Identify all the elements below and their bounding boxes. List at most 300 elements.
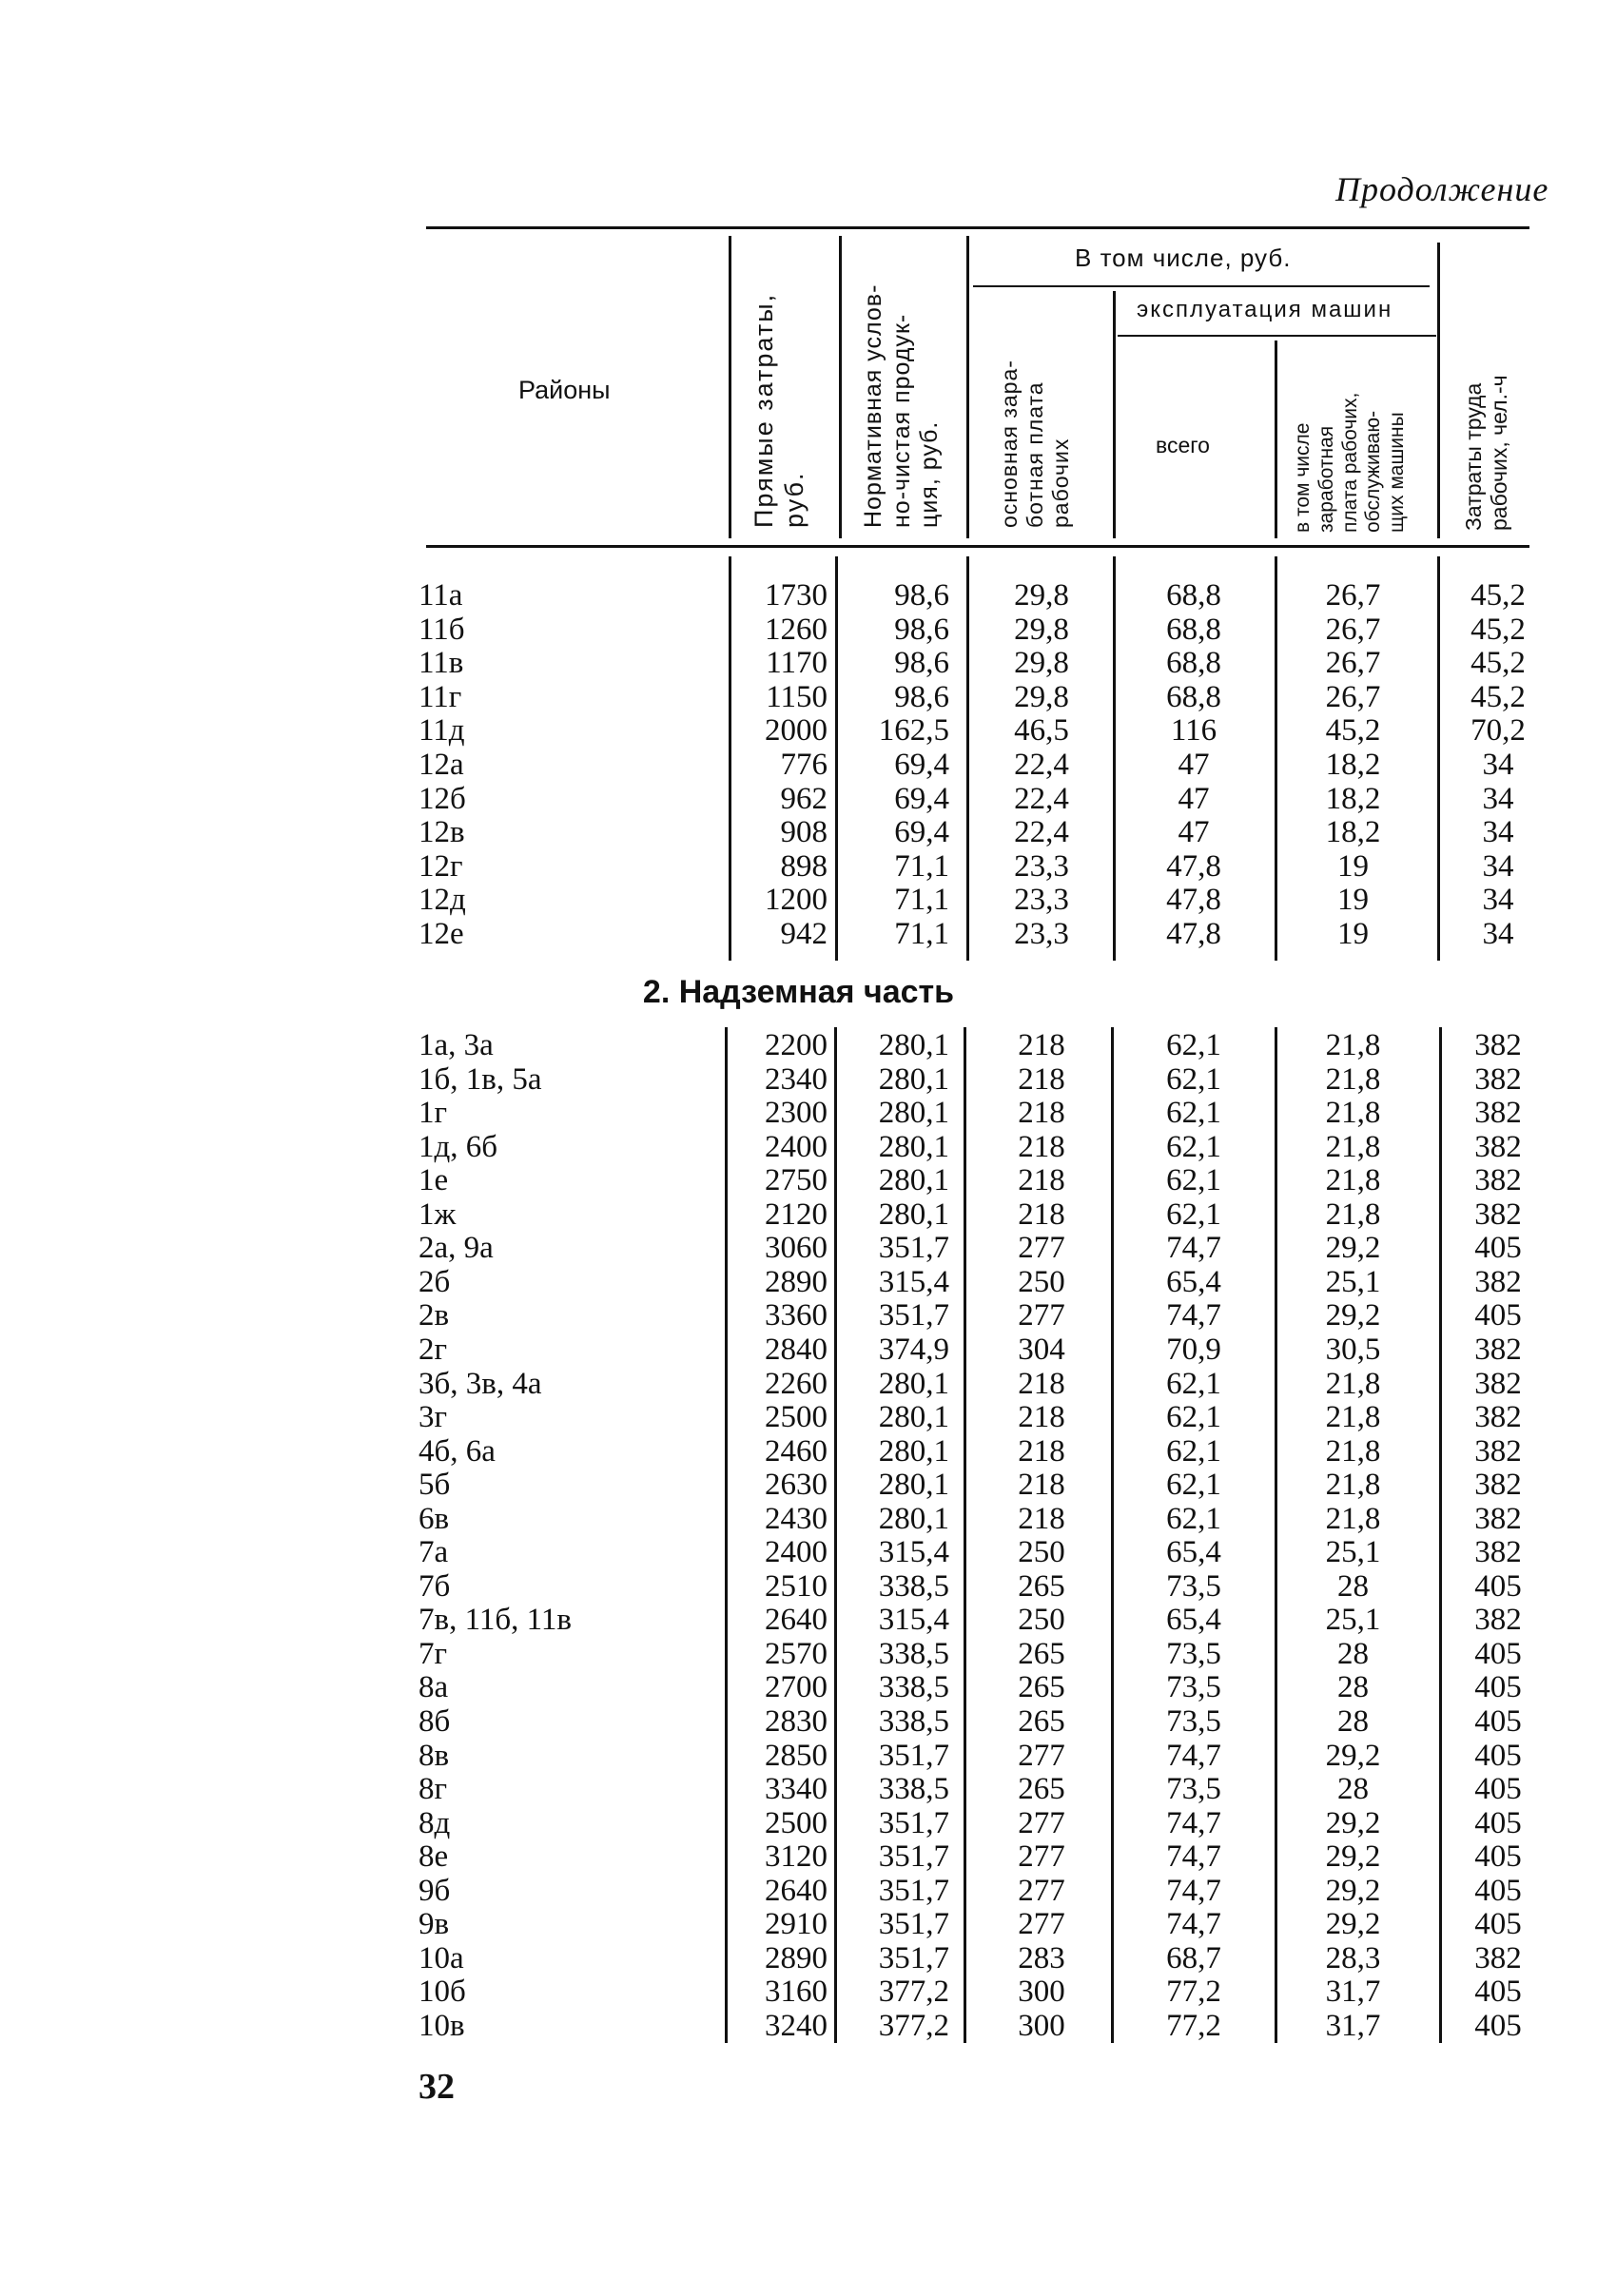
table-row xyxy=(0,1434,1597,1469)
cell-ekspluatatsiya-vsego: 74,7 xyxy=(1166,1907,1221,1942)
cell-normativnaya-produktsiya: 71,1 xyxy=(894,848,949,884)
cell-ekspluatatsiya-vsego: 62,1 xyxy=(1166,1501,1221,1536)
cell-zarplata-mashinistov: 18,2 xyxy=(1325,815,1381,850)
header-pryamye-zatraty: Прямые затраты, руб. xyxy=(750,292,808,528)
cell-zatraty-truda: 34 xyxy=(1482,815,1514,850)
cell-osnovnaya-zarplata: 277 xyxy=(1018,1839,1065,1875)
cell-ekspluatatsiya-vsego: 62,1 xyxy=(1166,1433,1221,1469)
cell-district: 1б, 1в, 5а xyxy=(419,1061,542,1097)
table-row xyxy=(0,1907,1597,1941)
cell-normativnaya-produktsiya: 351,7 xyxy=(878,1231,949,1266)
cell-zarplata-mashinistov: 30,5 xyxy=(1325,1332,1381,1367)
cell-normativnaya-produktsiya: 162,5 xyxy=(878,713,949,749)
cell-zarplata-mashinistov: 18,2 xyxy=(1325,748,1381,782)
cell-ekspluatatsiya-vsego: 73,5 xyxy=(1166,1670,1221,1705)
cell-district: 12д xyxy=(419,883,466,918)
cell-pryamye-zatraty: 2640 xyxy=(765,1603,828,1638)
cell-normativnaya-produktsiya: 351,7 xyxy=(878,1839,949,1875)
cell-district: 9б xyxy=(419,1873,451,1908)
table-row xyxy=(0,578,1597,613)
cell-pryamye-zatraty: 1150 xyxy=(766,679,828,714)
table-row xyxy=(0,1839,1597,1874)
table-row xyxy=(0,1941,1597,1975)
table-row xyxy=(0,1502,1597,1536)
v-tom-chisle-rule xyxy=(973,285,1430,287)
cell-osnovnaya-zarplata: 218 xyxy=(1018,1366,1065,1401)
cell-normativnaya-produktsiya: 69,4 xyxy=(894,781,949,816)
cell-pryamye-zatraty: 2340 xyxy=(765,1061,828,1097)
cell-normativnaya-produktsiya: 351,7 xyxy=(878,1873,949,1908)
cell-pryamye-zatraty: 2890 xyxy=(765,1264,828,1299)
header-divider xyxy=(839,236,842,538)
cell-normativnaya-produktsiya: 69,4 xyxy=(894,748,949,782)
cell-ekspluatatsiya-vsego: 70,9 xyxy=(1166,1332,1221,1367)
cell-zarplata-mashinistov: 21,8 xyxy=(1325,1096,1381,1131)
cell-pryamye-zatraty: 2890 xyxy=(765,1940,828,1975)
table-row xyxy=(0,1603,1597,1637)
cell-ekspluatatsiya-vsego: 47 xyxy=(1178,815,1210,850)
cell-normativnaya-produktsiya: 351,7 xyxy=(878,1738,949,1773)
cell-osnovnaya-zarplata: 277 xyxy=(1018,1805,1065,1840)
cell-zarplata-mashinistov: 29,2 xyxy=(1325,1805,1381,1840)
cell-osnovnaya-zarplata: 265 xyxy=(1018,1772,1065,1807)
header-v-tom-chisle-zarplata: в том числе заработная плата рабочих, обслуживаю- щих машины xyxy=(1292,392,1409,533)
table-row xyxy=(0,1298,1597,1333)
table-row xyxy=(0,2009,1597,2043)
cell-pryamye-zatraty: 3360 xyxy=(765,1298,828,1333)
cell-zatraty-truda: 382 xyxy=(1474,1264,1522,1299)
cell-zatraty-truda: 382 xyxy=(1474,1197,1522,1232)
cell-pryamye-zatraty: 2830 xyxy=(765,1704,828,1739)
cell-district: 11д xyxy=(419,713,465,749)
cell-normativnaya-produktsiya: 338,5 xyxy=(878,1636,949,1671)
cell-district: 12б xyxy=(419,781,466,816)
cell-district: 10б xyxy=(419,1975,466,2010)
cell-ekspluatatsiya-vsego: 65,4 xyxy=(1166,1603,1221,1638)
cell-zarplata-mashinistov: 29,2 xyxy=(1325,1873,1381,1908)
cell-ekspluatatsiya-vsego: 65,4 xyxy=(1166,1264,1221,1299)
cell-osnovnaya-zarplata: 46,5 xyxy=(1014,713,1069,749)
cell-zarplata-mashinistov: 25,1 xyxy=(1325,1535,1381,1570)
cell-osnovnaya-zarplata: 283 xyxy=(1018,1940,1065,1975)
cell-osnovnaya-zarplata: 218 xyxy=(1018,1129,1065,1164)
table-row xyxy=(0,646,1597,680)
cell-zarplata-mashinistov: 31,7 xyxy=(1325,2008,1381,2043)
cell-ekspluatatsiya-vsego: 62,1 xyxy=(1166,1129,1221,1164)
cell-pryamye-zatraty: 3060 xyxy=(765,1231,828,1266)
table-row xyxy=(0,1096,1597,1130)
cell-normativnaya-produktsiya: 374,9 xyxy=(878,1332,949,1367)
cell-ekspluatatsiya-vsego: 47,8 xyxy=(1166,917,1221,951)
cell-zatraty-truda: 382 xyxy=(1474,1400,1522,1435)
cell-ekspluatatsiya-vsego: 62,1 xyxy=(1166,1028,1221,1062)
cell-normativnaya-produktsiya: 315,4 xyxy=(878,1535,949,1570)
cell-district: 7г xyxy=(419,1636,448,1671)
cell-osnovnaya-zarplata: 277 xyxy=(1018,1298,1065,1333)
cell-normativnaya-produktsiya: 351,7 xyxy=(878,1298,949,1333)
header-vsego: всего xyxy=(1156,433,1210,457)
cell-normativnaya-produktsiya: 98,6 xyxy=(894,679,949,714)
cell-district: 8а xyxy=(419,1670,449,1705)
table-row xyxy=(0,1772,1597,1806)
cell-zatraty-truda: 405 xyxy=(1474,1231,1522,1266)
cell-zatraty-truda: 34 xyxy=(1482,781,1514,816)
table-row xyxy=(0,613,1597,647)
cell-pryamye-zatraty: 1260 xyxy=(765,612,828,647)
cell-zatraty-truda: 382 xyxy=(1474,1433,1522,1469)
table-row xyxy=(0,849,1597,884)
cell-zatraty-truda: 34 xyxy=(1482,883,1514,918)
cell-pryamye-zatraty: 2460 xyxy=(765,1433,828,1469)
cell-zatraty-truda: 45,2 xyxy=(1470,646,1526,681)
cell-normativnaya-produktsiya: 69,4 xyxy=(894,815,949,850)
cell-ekspluatatsiya-vsego: 62,1 xyxy=(1166,1468,1221,1503)
cell-osnovnaya-zarplata: 218 xyxy=(1018,1061,1065,1097)
cell-osnovnaya-zarplata: 300 xyxy=(1018,2008,1065,2043)
cell-pryamye-zatraty: 2750 xyxy=(765,1163,828,1198)
cell-zatraty-truda: 382 xyxy=(1474,1332,1522,1367)
cell-zarplata-mashinistov: 18,2 xyxy=(1325,781,1381,816)
cell-zarplata-mashinistov: 29,2 xyxy=(1325,1231,1381,1266)
cell-district: 4б, 6а xyxy=(419,1433,496,1469)
table-row xyxy=(0,1400,1597,1434)
header-divider xyxy=(1113,291,1116,538)
cell-district: 12а xyxy=(419,748,464,782)
cell-normativnaya-produktsiya: 98,6 xyxy=(894,578,949,613)
cell-zarplata-mashinistov: 26,7 xyxy=(1325,612,1381,647)
cell-ekspluatatsiya-vsego: 74,7 xyxy=(1166,1805,1221,1840)
cell-zarplata-mashinistov: 21,8 xyxy=(1325,1061,1381,1097)
header-ekspluatatsiya-mashin: эксплуатация машин xyxy=(1137,297,1393,322)
cell-district: 8д xyxy=(419,1805,451,1840)
cell-zatraty-truda: 45,2 xyxy=(1470,679,1526,714)
cell-district: 12е xyxy=(419,917,464,951)
table-row xyxy=(0,1739,1597,1773)
cell-zatraty-truda: 405 xyxy=(1474,1670,1522,1705)
cell-ekspluatatsiya-vsego: 62,1 xyxy=(1166,1163,1221,1198)
cell-osnovnaya-zarplata: 22,4 xyxy=(1014,748,1069,782)
cell-osnovnaya-zarplata: 23,3 xyxy=(1014,917,1069,951)
section-title-nadzemnaya: 2. Надземная часть xyxy=(642,974,955,1010)
cell-zarplata-mashinistov: 25,1 xyxy=(1325,1264,1381,1299)
cell-normativnaya-produktsiya: 338,5 xyxy=(878,1670,949,1705)
cell-pryamye-zatraty: 2120 xyxy=(765,1197,828,1232)
cell-zatraty-truda: 382 xyxy=(1474,1535,1522,1570)
cell-district: 7б xyxy=(419,1568,451,1604)
cell-pryamye-zatraty: 3240 xyxy=(765,2008,828,2043)
cell-district: 11г xyxy=(419,679,462,714)
cell-zatraty-truda: 405 xyxy=(1474,1907,1522,1942)
cell-osnovnaya-zarplata: 23,3 xyxy=(1014,848,1069,884)
cell-ekspluatatsiya-vsego: 62,1 xyxy=(1166,1061,1221,1097)
cell-zatraty-truda: 405 xyxy=(1474,1298,1522,1333)
cell-normativnaya-produktsiya: 351,7 xyxy=(878,1940,949,1975)
cell-zarplata-mashinistov: 29,2 xyxy=(1325,1738,1381,1773)
cell-district: 11в xyxy=(419,646,464,681)
cell-zarplata-mashinistov: 21,8 xyxy=(1325,1433,1381,1469)
cell-zatraty-truda: 45,2 xyxy=(1470,578,1526,613)
cell-pryamye-zatraty: 2500 xyxy=(765,1400,828,1435)
cell-pryamye-zatraty: 2570 xyxy=(765,1636,828,1671)
cell-ekspluatatsiya-vsego: 68,7 xyxy=(1166,1940,1221,1975)
cell-ekspluatatsiya-vsego: 77,2 xyxy=(1166,2008,1221,2043)
cell-ekspluatatsiya-vsego: 68,8 xyxy=(1166,578,1221,613)
cell-district: 7в, 11б, 11в xyxy=(419,1603,573,1638)
cell-district: 1ж xyxy=(419,1197,457,1232)
table-row xyxy=(0,680,1597,714)
cell-normativnaya-produktsiya: 351,7 xyxy=(878,1907,949,1942)
cell-normativnaya-produktsiya: 338,5 xyxy=(878,1772,949,1807)
cell-osnovnaya-zarplata: 277 xyxy=(1018,1738,1065,1773)
table-top-rule xyxy=(426,226,1529,229)
header-zatraty-truda: Затраты труда рабочих, чел.-ч xyxy=(1461,375,1512,531)
cell-osnovnaya-zarplata: 277 xyxy=(1018,1231,1065,1266)
cell-pryamye-zatraty: 942 xyxy=(780,917,828,951)
cell-normativnaya-produktsiya: 280,1 xyxy=(878,1163,949,1198)
cell-district: 8в xyxy=(419,1738,450,1773)
cell-osnovnaya-zarplata: 250 xyxy=(1018,1264,1065,1299)
table-row xyxy=(0,1569,1597,1604)
cell-osnovnaya-zarplata: 300 xyxy=(1018,1975,1065,2010)
cell-ekspluatatsiya-vsego: 62,1 xyxy=(1166,1096,1221,1131)
cell-district: 8б xyxy=(419,1704,451,1739)
cell-normativnaya-produktsiya: 280,1 xyxy=(878,1433,949,1469)
table-row xyxy=(0,1637,1597,1671)
cell-ekspluatatsiya-vsego: 74,7 xyxy=(1166,1738,1221,1773)
cell-zatraty-truda: 405 xyxy=(1474,1839,1522,1875)
cell-ekspluatatsiya-vsego: 68,8 xyxy=(1166,646,1221,681)
cell-zarplata-mashinistov: 21,8 xyxy=(1325,1468,1381,1503)
cell-zarplata-mashinistov: 45,2 xyxy=(1325,713,1381,749)
cell-pryamye-zatraty: 2910 xyxy=(765,1907,828,1942)
cell-pryamye-zatraty: 2630 xyxy=(765,1468,828,1503)
cell-pryamye-zatraty: 2000 xyxy=(765,713,828,749)
cell-zarplata-mashinistov: 31,7 xyxy=(1325,1975,1381,2010)
cell-ekspluatatsiya-vsego: 74,7 xyxy=(1166,1839,1221,1875)
cell-zarplata-mashinistov: 21,8 xyxy=(1325,1129,1381,1164)
cell-osnovnaya-zarplata: 250 xyxy=(1018,1603,1065,1638)
cell-zarplata-mashinistov: 26,7 xyxy=(1325,646,1381,681)
cell-ekspluatatsiya-vsego: 62,1 xyxy=(1166,1400,1221,1435)
cell-normativnaya-produktsiya: 280,1 xyxy=(878,1468,949,1503)
cell-zatraty-truda: 382 xyxy=(1474,1096,1522,1131)
cell-zarplata-mashinistov: 26,7 xyxy=(1325,679,1381,714)
cell-normativnaya-produktsiya: 98,6 xyxy=(894,646,949,681)
cell-district: 9в xyxy=(419,1907,450,1942)
cell-osnovnaya-zarplata: 218 xyxy=(1018,1468,1065,1503)
table-row xyxy=(0,1535,1597,1569)
cell-pryamye-zatraty: 2400 xyxy=(765,1129,828,1164)
cell-pryamye-zatraty: 962 xyxy=(780,781,828,816)
cell-district: 12в xyxy=(419,815,465,850)
cell-zatraty-truda: 382 xyxy=(1474,1366,1522,1401)
cell-osnovnaya-zarplata: 29,8 xyxy=(1014,578,1069,613)
cell-osnovnaya-zarplata: 218 xyxy=(1018,1096,1065,1131)
header-divider xyxy=(1437,243,1440,538)
cell-zarplata-mashinistov: 29,2 xyxy=(1325,1839,1381,1875)
table-row xyxy=(0,1704,1597,1739)
cell-osnovnaya-zarplata: 250 xyxy=(1018,1535,1065,1570)
cell-zarplata-mashinistov: 21,8 xyxy=(1325,1163,1381,1198)
cell-zatraty-truda: 405 xyxy=(1474,1805,1522,1840)
page-number: 32 xyxy=(419,2067,455,2107)
cell-pryamye-zatraty: 1200 xyxy=(765,883,828,918)
cell-zarplata-mashinistov: 28 xyxy=(1337,1568,1369,1604)
cell-zarplata-mashinistov: 28,3 xyxy=(1325,1940,1381,1975)
cell-pryamye-zatraty: 3340 xyxy=(765,1772,828,1807)
cell-zatraty-truda: 405 xyxy=(1474,1568,1522,1604)
cell-normativnaya-produktsiya: 280,1 xyxy=(878,1400,949,1435)
table-row xyxy=(0,1333,1597,1367)
cell-district: 2б xyxy=(419,1264,451,1299)
cell-zatraty-truda: 405 xyxy=(1474,1975,1522,2010)
cell-ekspluatatsiya-vsego: 62,1 xyxy=(1166,1366,1221,1401)
cell-zarplata-mashinistov: 28 xyxy=(1337,1636,1369,1671)
table-row xyxy=(0,883,1597,917)
cell-ekspluatatsiya-vsego: 47 xyxy=(1178,781,1210,816)
cell-ekspluatatsiya-vsego: 47,8 xyxy=(1166,848,1221,884)
table-row xyxy=(0,1265,1597,1299)
header-divider xyxy=(1275,341,1277,538)
cell-normativnaya-produktsiya: 280,1 xyxy=(878,1061,949,1097)
table-row xyxy=(0,1028,1597,1062)
cell-zatraty-truda: 382 xyxy=(1474,1603,1522,1638)
cell-osnovnaya-zarplata: 218 xyxy=(1018,1197,1065,1232)
cell-pryamye-zatraty: 908 xyxy=(780,815,828,850)
cell-normativnaya-produktsiya: 280,1 xyxy=(878,1366,949,1401)
cell-osnovnaya-zarplata: 265 xyxy=(1018,1670,1065,1705)
cell-zatraty-truda: 382 xyxy=(1474,1061,1522,1097)
table-row xyxy=(0,1975,1597,2009)
cell-normativnaya-produktsiya: 280,1 xyxy=(878,1096,949,1131)
cell-zarplata-mashinistov: 25,1 xyxy=(1325,1603,1381,1638)
table-row xyxy=(0,1197,1597,1232)
cell-pryamye-zatraty: 776 xyxy=(780,748,828,782)
cell-zarplata-mashinistov: 29,2 xyxy=(1325,1907,1381,1942)
table-row xyxy=(0,1130,1597,1164)
cell-district: 1а, 3а xyxy=(419,1028,494,1062)
table-row xyxy=(0,1062,1597,1097)
cell-osnovnaya-zarplata: 218 xyxy=(1018,1433,1065,1469)
cell-zarplata-mashinistov: 19 xyxy=(1337,917,1369,951)
cell-zatraty-truda: 382 xyxy=(1474,1468,1522,1503)
cell-osnovnaya-zarplata: 22,4 xyxy=(1014,815,1069,850)
cell-pryamye-zatraty: 2510 xyxy=(765,1568,828,1604)
cell-district: 6в xyxy=(419,1501,450,1536)
cell-normativnaya-produktsiya: 377,2 xyxy=(878,2008,949,2043)
cell-zatraty-truda: 405 xyxy=(1474,2008,1522,2043)
cell-zarplata-mashinistov: 19 xyxy=(1337,883,1369,918)
cell-pryamye-zatraty: 898 xyxy=(780,848,828,884)
table-row xyxy=(0,1806,1597,1840)
cell-normativnaya-produktsiya: 351,7 xyxy=(878,1805,949,1840)
cell-osnovnaya-zarplata: 29,8 xyxy=(1014,646,1069,681)
cell-pryamye-zatraty: 2500 xyxy=(765,1805,828,1840)
cell-pryamye-zatraty: 2300 xyxy=(765,1096,828,1131)
cell-pryamye-zatraty: 2700 xyxy=(765,1670,828,1705)
cell-district: 10а xyxy=(419,1940,464,1975)
cell-district: 2г xyxy=(419,1332,448,1367)
table-row xyxy=(0,815,1597,849)
cell-normativnaya-produktsiya: 71,1 xyxy=(894,917,949,951)
table-row xyxy=(0,1874,1597,1908)
cell-zarplata-mashinistov: 21,8 xyxy=(1325,1400,1381,1435)
cell-pryamye-zatraty: 2840 xyxy=(765,1332,828,1367)
cell-zarplata-mashinistov: 19 xyxy=(1337,848,1369,884)
cell-district: 2а, 9а xyxy=(419,1231,494,1266)
cell-zarplata-mashinistov: 21,8 xyxy=(1325,1366,1381,1401)
cell-pryamye-zatraty: 2850 xyxy=(765,1738,828,1773)
cell-normativnaya-produktsiya: 280,1 xyxy=(878,1501,949,1536)
table-row xyxy=(0,713,1597,748)
cell-osnovnaya-zarplata: 265 xyxy=(1018,1636,1065,1671)
cell-osnovnaya-zarplata: 265 xyxy=(1018,1568,1065,1604)
cell-normativnaya-produktsiya: 71,1 xyxy=(894,883,949,918)
header-divider xyxy=(966,236,969,538)
header-bottom-rule xyxy=(426,545,1529,548)
cell-normativnaya-produktsiya: 315,4 xyxy=(878,1603,949,1638)
header-v-tom-chisle: В том числе, руб. xyxy=(1075,243,1292,272)
cell-zatraty-truda: 382 xyxy=(1474,1163,1522,1198)
cell-pryamye-zatraty: 1170 xyxy=(766,646,828,681)
table-row xyxy=(0,1163,1597,1197)
cell-pryamye-zatraty: 1730 xyxy=(765,578,828,613)
table-row xyxy=(0,748,1597,782)
header-osnovnaya-zarplata: основная зара- ботная плата рабочих xyxy=(997,360,1074,528)
cell-district: 1г xyxy=(419,1096,448,1131)
cell-ekspluatatsiya-vsego: 74,7 xyxy=(1166,1298,1221,1333)
cell-district: 5б xyxy=(419,1468,451,1503)
cell-ekspluatatsiya-vsego: 74,7 xyxy=(1166,1231,1221,1266)
header-divider xyxy=(729,236,731,538)
cell-normativnaya-produktsiya: 98,6 xyxy=(894,612,949,647)
cell-ekspluatatsiya-vsego: 47 xyxy=(1178,748,1210,782)
cell-osnovnaya-zarplata: 277 xyxy=(1018,1907,1065,1942)
cell-district: 2в xyxy=(419,1298,450,1333)
cell-osnovnaya-zarplata: 277 xyxy=(1018,1873,1065,1908)
table-row xyxy=(0,1670,1597,1704)
cell-zarplata-mashinistov: 28 xyxy=(1337,1772,1369,1807)
cell-osnovnaya-zarplata: 218 xyxy=(1018,1163,1065,1198)
cell-zarplata-mashinistov: 21,8 xyxy=(1325,1501,1381,1536)
header-normativnaya-produktsiya: Нормативная услов- но-чистая продук- ция, руб. xyxy=(860,283,943,528)
cell-zatraty-truda: 382 xyxy=(1474,1940,1522,1975)
cell-district: 11б xyxy=(419,612,465,647)
cell-pryamye-zatraty: 2640 xyxy=(765,1873,828,1908)
cell-zatraty-truda: 34 xyxy=(1482,748,1514,782)
table-row xyxy=(0,1367,1597,1401)
cell-ekspluatatsiya-vsego: 73,5 xyxy=(1166,1568,1221,1604)
cell-zatraty-truda: 405 xyxy=(1474,1636,1522,1671)
cell-zarplata-mashinistov: 21,8 xyxy=(1325,1028,1381,1062)
cell-ekspluatatsiya-vsego: 74,7 xyxy=(1166,1873,1221,1908)
cell-zatraty-truda: 382 xyxy=(1474,1028,1522,1062)
cell-osnovnaya-zarplata: 265 xyxy=(1018,1704,1065,1739)
cell-ekspluatatsiya-vsego: 65,4 xyxy=(1166,1535,1221,1570)
cell-zarplata-mashinistov: 26,7 xyxy=(1325,578,1381,613)
cell-ekspluatatsiya-vsego: 68,8 xyxy=(1166,612,1221,647)
table-row xyxy=(0,1468,1597,1502)
cell-district: 8е xyxy=(419,1839,449,1875)
cell-ekspluatatsiya-vsego: 73,5 xyxy=(1166,1772,1221,1807)
cell-pryamye-zatraty: 3160 xyxy=(765,1975,828,2010)
cell-normativnaya-produktsiya: 338,5 xyxy=(878,1568,949,1604)
cell-zarplata-mashinistov: 28 xyxy=(1337,1670,1369,1705)
cell-normativnaya-produktsiya: 280,1 xyxy=(878,1129,949,1164)
cell-zatraty-truda: 34 xyxy=(1482,848,1514,884)
table-row xyxy=(0,782,1597,816)
table-row xyxy=(0,917,1597,951)
